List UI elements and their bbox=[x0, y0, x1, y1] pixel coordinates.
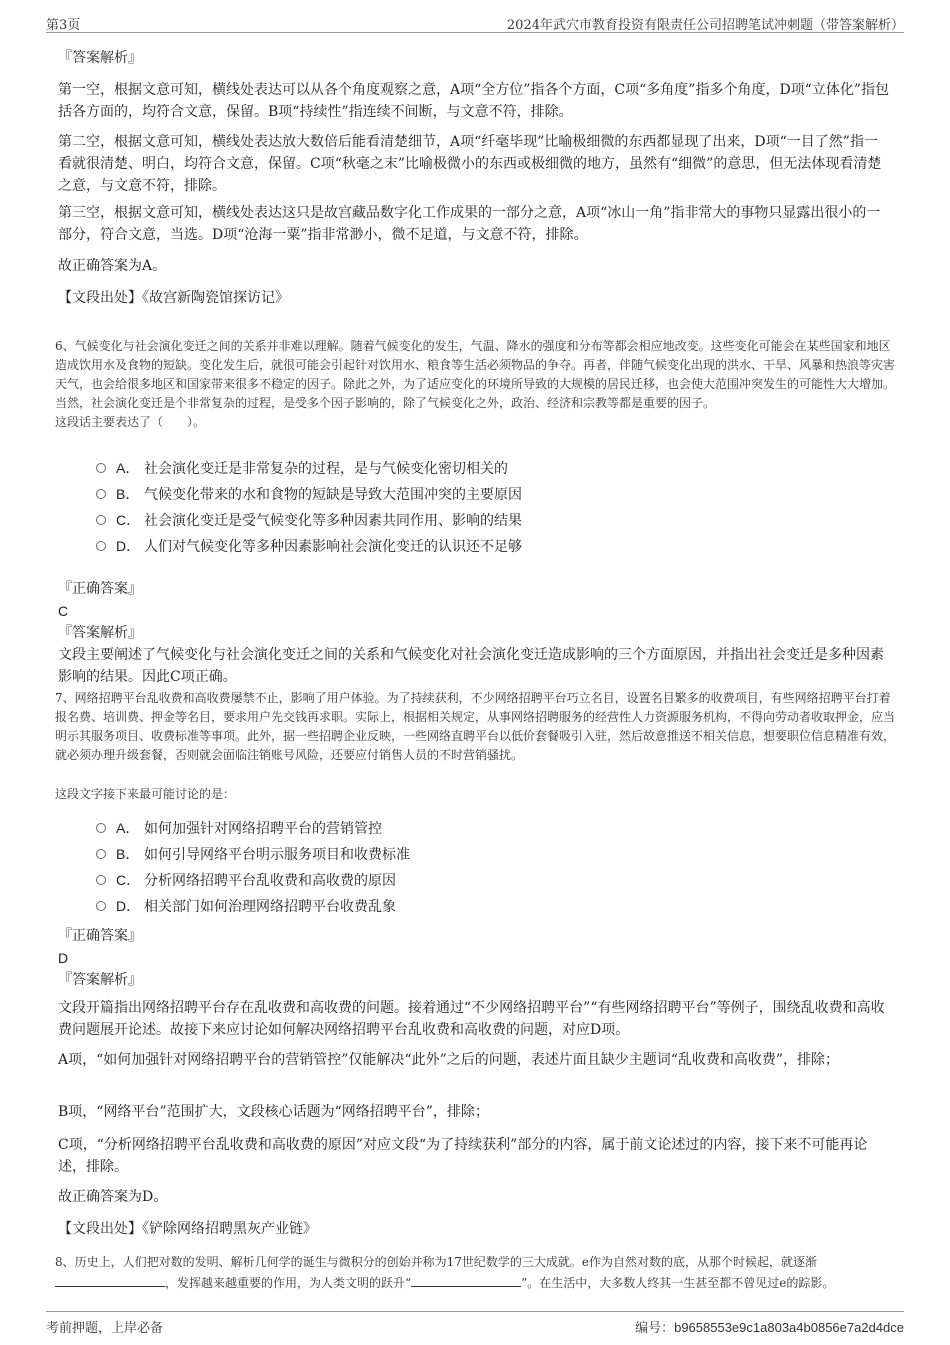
q7-question-block bbox=[55, 785, 887, 804]
q8-stem-part3: ”。在生活中，大多数人终其一生甚至都不曾见过e的踪影。 bbox=[521, 1276, 835, 1290]
q6-option-d[interactable] bbox=[96, 536, 522, 557]
q7-stem-block bbox=[55, 689, 895, 765]
q7-source-block bbox=[58, 1218, 890, 1240]
q7-analysis2-block bbox=[58, 1049, 890, 1071]
q5-analysis-para2-block bbox=[58, 131, 890, 197]
q6-answer-label: 『正确答案』 bbox=[58, 581, 142, 597]
q8-stem bbox=[55, 1253, 895, 1293]
q7-analysis3: B项，“网络平台”范围扩大，文段核心话题为“网络招聘平台”，排除； bbox=[58, 1104, 489, 1120]
page-header bbox=[46, 10, 904, 33]
q7-analysis-label: 『答案解析』 bbox=[58, 972, 142, 988]
q7-analysis2: A项，“如何加强针对网络招聘平台的营销管控”仅能解决“此外”之后的问题，表述片面且缺少主题词“乱收费和高收费”，排除； bbox=[58, 1052, 840, 1068]
q5-analysis-para1-block bbox=[58, 79, 890, 123]
q8-stem-part1: 8、历史上，人们把对数的发明、解析几何学的诞生与微积分的创始并称为17世纪数学的三大成就。e作为自然对数的底，从那个时候起，就逐渐 bbox=[55, 1255, 818, 1269]
document-code-value: b9658553e9c1a803a4b0856e7a2d4dce bbox=[674, 1320, 904, 1335]
radio-icon[interactable] bbox=[96, 875, 106, 885]
q5-analysis-label: 『答案解析』 bbox=[58, 50, 142, 66]
document-code-label: 编号： bbox=[635, 1320, 675, 1335]
document-code bbox=[635, 1317, 904, 1336]
q6-option-c[interactable] bbox=[96, 510, 522, 531]
option-text: 相关部门如何治理网络招聘平台收费乱象 bbox=[144, 899, 396, 915]
q6-option-b[interactable] bbox=[96, 484, 522, 505]
q5-analysis-para1: 第一空，根据文意可知，横线处表达可以从各个角度观察之意，A项“全方位”指各个方面，C项“多角度”指多个角度，D项“立体化”指包括各方面的，均符合文意，保留。B项“持续性”指连续不间断，与文意不符，排除。 bbox=[58, 82, 889, 120]
q6-analysis-label: 『答案解析』 bbox=[58, 625, 142, 641]
q8-stem-part2: ，发挥越来越重要的作用，为人类文明的跃升“ bbox=[165, 1276, 412, 1290]
page-number: 第3页 bbox=[46, 18, 81, 33]
option-text: 人们对气候变化等多种因素影响社会演化变迁的认识还不足够 bbox=[144, 539, 522, 555]
option-letter: B． bbox=[116, 846, 140, 862]
q7-option-a[interactable] bbox=[96, 818, 382, 839]
q8-stem-block bbox=[55, 1253, 895, 1293]
q8-blank-2[interactable] bbox=[411, 1272, 521, 1287]
q7-analysis4: C项，“分析网络招聘平台乱收费和高收费的原因”对应文段“为了持续获利”部分的内容，属于前文论述过的内容，接下来不可能再论述，排除。 bbox=[58, 1137, 868, 1175]
page-footer bbox=[46, 1311, 904, 1336]
option-letter: D． bbox=[116, 538, 141, 554]
option-text: 如何引导网络平台明示服务项目和收费标准 bbox=[144, 847, 410, 863]
q7-option-b[interactable] bbox=[96, 844, 410, 865]
q8-blank-1[interactable] bbox=[55, 1272, 165, 1287]
q7-option-c[interactable] bbox=[96, 870, 396, 891]
option-letter: C． bbox=[116, 872, 141, 888]
q7-answer-label: 『正确答案』 bbox=[58, 928, 142, 944]
option-text: 社会演化变迁是受气候变化等多种因素共同作用、影响的结果 bbox=[144, 513, 522, 529]
q5-analysis-para3: 第三空，根据文意可知，横线处表达这只是故宫藏品数字化工作成果的一部分之意，A项“冰山一角”指非常大的事物只显露出很小的一部分，符合文意，当选。D项“沧海一粟”指非常渺小，微不足道，与文意不符，排除。 bbox=[58, 205, 881, 243]
q5-source: 【文段出处】《故宫新陶瓷馆探访记》 bbox=[58, 290, 289, 306]
q7-analysis1: 文段开篇指出网络招聘平台存在乱收费和高收费的问题。接着通过“不少网络招聘平台”“有些网络招聘平台”等例子，围绕乱收费和高收费问题展开论述。故接下来应讨论如何解决网络招聘平台乱收费和高收费的问题，对应D项。 bbox=[58, 1000, 885, 1038]
option-letter: D． bbox=[116, 898, 141, 914]
option-letter: C． bbox=[116, 512, 141, 528]
q5-source-block bbox=[58, 287, 890, 309]
q7-analysis3-block bbox=[58, 1101, 890, 1123]
radio-icon[interactable] bbox=[96, 489, 106, 499]
q6-stem: 6、气候变化与社会演化变迁之间的关系并非难以理解。随着气候变化的发生，气温、降水的强度和分布等都会相应地改变。这些变化可能会在某些国家和地区造成饮用水及食物的短缺。变化发生后，就很可能会引起针对饮用水、粮食等生活必须物品的争夺。再者，伴随气候变化出现的洪水、干旱、风暴和热浪等灾害天气，也会给很多地区和国家带来很多不稳定的因子。除此之外，为了适应变化的环境所导致的大规模的居民迁移，也会使大范围冲突发生的可能性大大增加。当然，社会演化变迁是个非常复杂的过程，是受多个因子影响的，除了气候变化之外，政治、经济和宗教等都是重要的因子。 bbox=[55, 339, 896, 410]
q6-answer-block bbox=[58, 578, 890, 688]
radio-icon[interactable] bbox=[96, 515, 106, 525]
radio-icon[interactable] bbox=[96, 849, 106, 859]
q5-analysis-para3-block bbox=[58, 202, 890, 246]
radio-icon[interactable] bbox=[96, 823, 106, 833]
radio-icon[interactable] bbox=[96, 541, 106, 551]
option-letter: A． bbox=[116, 820, 140, 836]
q7-answer: D bbox=[58, 950, 69, 966]
radio-icon[interactable] bbox=[96, 463, 106, 473]
q7-answer-block bbox=[58, 925, 890, 991]
q6-stem-block bbox=[55, 337, 895, 432]
option-text: 如何加强针对网络招聘平台的营销管控 bbox=[144, 821, 382, 837]
q6-question: 这段话主要表达了（ ）。 bbox=[55, 415, 206, 429]
q7-source: 【文段出处】《铲除网络招聘黑灰产业链》 bbox=[58, 1221, 317, 1237]
q6-option-a[interactable] bbox=[96, 458, 508, 479]
option-letter: A． bbox=[116, 460, 140, 476]
option-text: 气候变化带来的水和食物的短缺是导致大范围冲突的主要原因 bbox=[144, 487, 522, 503]
q7-option-d[interactable] bbox=[96, 896, 396, 917]
footer-slogan: 考前押题，上岸必备 bbox=[46, 1321, 164, 1336]
q7-analysis4-block bbox=[58, 1134, 890, 1178]
q7-conclusion: 故正确答案为D。 bbox=[58, 1189, 168, 1205]
q5-analysis-label-block bbox=[58, 47, 890, 69]
q5-conclusion: 故正确答案为A。 bbox=[58, 258, 167, 274]
option-text: 分析网络招聘平台乱收费和高收费的原因 bbox=[144, 873, 396, 889]
q7-conclusion-block bbox=[58, 1186, 890, 1208]
q7-question: 这段文字接下来最可能讨论的是： bbox=[55, 787, 236, 801]
q5-analysis-para2: 第二空，根据文意可知，横线处表达放大数倍后能看清楚细节，A项“纤毫毕现”比喻极细微的东西都显现了出来，D项“一目了然”指一看就很清楚、明白，均符合文意，保留。C项“秋毫之末”比喻极微小的东西或极细微的地方，虽然有“细微”的意思，但无法体现看清楚之意，与文意不符，排除。 bbox=[58, 134, 882, 194]
q7-analysis1-block bbox=[58, 997, 890, 1041]
q5-conclusion-block bbox=[58, 255, 890, 277]
option-text: 社会演化变迁是非常复杂的过程，是与气候变化密切相关的 bbox=[144, 461, 508, 477]
document-title: 2024年武穴市教育投资有限责任公司招聘笔试冲刺题（带答案解析） bbox=[506, 18, 904, 33]
option-letter: B． bbox=[116, 486, 140, 502]
q6-analysis: 文段主要阐述了气候变化与社会演化变迁之间的关系和气候变化对社会演化变迁造成影响的三个方面原因，并指出社会变迁是多种因素影响的结果。因此C项正确。 bbox=[58, 647, 884, 685]
q7-stem: 7、网络招聘平台乱收费和高收费屡禁不止，影响了用户体验。为了持续获利，不少网络招聘平台巧立名目，设置名目繁多的收费项目，有些网络招聘平台打着报名费、培训费、押金等名目，要求用户先交钱再求职。实际上，根据相关规定，从事网络招聘服务的经营性人力资源服务机构，不得向劳动者收取押金，应当明示其服务项目、收费标准等事项。此外，据一些招聘企业反映，一些网络直聘平台以低价套餐吸引入驻，然后故意推送不相关信息，想要职位信息精准有效，就必须办理升级套餐，否则就会面临注销账号风险，还要应付销售人员的不时营销骚扰。 bbox=[55, 691, 896, 762]
radio-icon[interactable] bbox=[96, 901, 106, 911]
q6-answer: C bbox=[58, 603, 69, 619]
